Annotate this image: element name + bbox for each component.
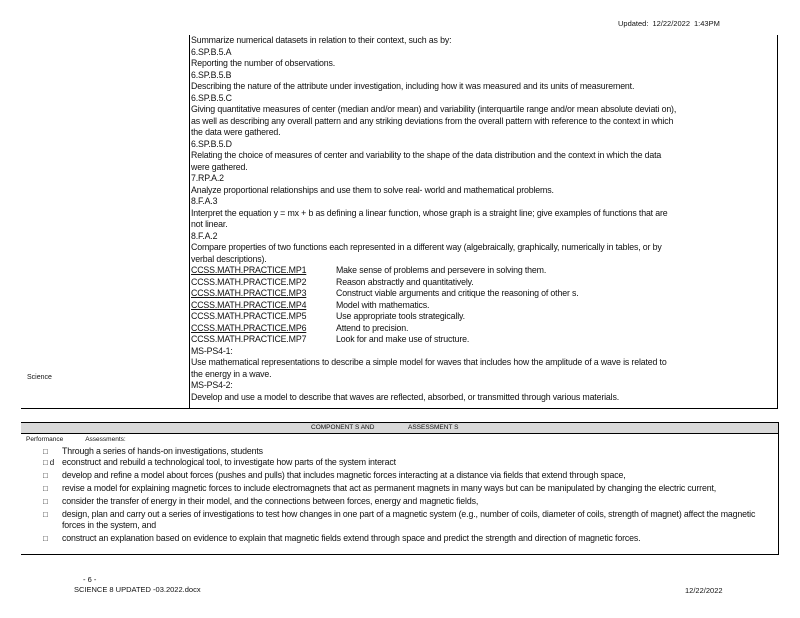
science-standard-line: MS-PS4-2: xyxy=(191,380,233,390)
standard-line: not linear. xyxy=(191,219,228,229)
practice-row xyxy=(191,288,771,300)
practice-row xyxy=(191,300,771,312)
practice-desc: Reason abstractly and quantitatively. xyxy=(336,276,474,287)
checkbox-bullet-icon: □ xyxy=(43,484,48,493)
practice-desc: Model with mathematics. xyxy=(336,299,430,310)
science-standard-line: Develop and use a model to describe that waves are reflected, absorbed, or transmitted through various materials. xyxy=(191,391,620,402)
practice-link[interactable]: CCSS.MATH.PRACTICE.MP3 xyxy=(191,288,307,298)
standard-line: 6.SP.B.5.A xyxy=(191,46,232,57)
checkbox-bullet-icon: □ xyxy=(43,447,48,456)
components-header-right: ASSESSMENT S xyxy=(408,424,459,431)
practice-code: CCSS.MATH.PRACTICE.MP2 xyxy=(191,276,307,287)
list-item-text: revise a model for explaining magnetic forces to include electromagnets that act as permanent magnets in many ways but can be manipulated by changing the electric current, xyxy=(62,483,717,493)
checkbox-bullet-icon: □ d xyxy=(43,458,55,467)
practice-code: CCSS.MATH.PRACTICE.MP7 xyxy=(191,334,307,344)
updated-date: 12/22/2022 xyxy=(652,19,690,28)
list-item-text: consider the transfer of energy in their model, and the connections between forces, energy and magnetic fields, xyxy=(62,496,479,506)
components-header xyxy=(21,423,778,434)
updated-time: 1:43PM xyxy=(694,19,720,28)
assessment-list xyxy=(21,446,778,544)
assessments-label: Assessments: xyxy=(85,436,126,443)
standard-line: 6.SP.B.5.C xyxy=(191,92,232,103)
standard-line: Reporting the number of observations. xyxy=(191,58,336,68)
standards-table xyxy=(21,35,778,409)
standard-line: Compare properties of two functions each represented in a different way (algebraically, graphically, numerically in tables, or by xyxy=(191,242,662,252)
standard-line: the data were gathered. xyxy=(191,127,281,137)
footer-date: 12/22/2022 xyxy=(685,586,723,595)
science-standard-line: Use mathematical representations to describe a simple model for waves that includes how the amplitude of a wave is related to xyxy=(191,357,667,367)
checkbox-bullet-icon: □ xyxy=(43,510,48,519)
updated-stamp xyxy=(618,19,724,28)
components-table xyxy=(21,422,779,555)
table-right-border xyxy=(777,35,778,408)
practice-row xyxy=(191,311,771,323)
list-item xyxy=(21,496,778,507)
practice-code: CCSS.MATH.PRACTICE.MP5 xyxy=(191,311,307,321)
practice-link[interactable]: CCSS.MATH.PRACTICE.MP6 xyxy=(191,322,307,333)
standards-text xyxy=(191,35,771,403)
list-item xyxy=(21,446,778,457)
list-item-text: Through a series of hands-on investigations, students xyxy=(62,446,263,456)
list-item xyxy=(21,457,778,468)
checkbox-bullet-icon: □ xyxy=(43,471,48,480)
list-item xyxy=(21,509,778,531)
standard-line: Summarize numerical datasets in relation to their context, such as by: xyxy=(191,35,452,45)
performance-assessments-label xyxy=(26,436,126,443)
practice-link[interactable]: CCSS.MATH.PRACTICE.MP1 xyxy=(191,265,307,275)
practice-desc: Use appropriate tools strategically. xyxy=(336,311,465,321)
list-item-text: develop and refine a model about forces (pushes and pulls) that includes magnetic forces interacting at a distance via fields that extend through space, xyxy=(62,470,626,480)
practice-row xyxy=(191,265,771,277)
list-item-text: design, plan and carry out a series of investigations to test how changes in one part of a magnetic system (e.g., number of coils, diameter of coils, strength of magnet) affect the magnetic forces in the system, and xyxy=(62,509,756,530)
science-standard-line: MS-PS4-1: xyxy=(191,345,233,356)
standard-line: as well as describing any overall pattern and any striking deviations from the overall pattern with reference to the context in which xyxy=(191,115,674,126)
standard-line: Giving quantitative measures of center (median and/or mean) and variability (interquartile range and/or mean absolute deviati on), xyxy=(191,104,677,114)
list-item xyxy=(21,483,778,494)
practice-link[interactable]: CCSS.MATH.PRACTICE.MP4 xyxy=(191,299,307,310)
practice-row xyxy=(191,334,771,346)
standard-line: Analyze proportional relationships and use them to solve real- world and mathematical problems. xyxy=(191,184,554,195)
page-number: - 6 - xyxy=(83,575,97,584)
performance-label: Performance xyxy=(26,436,64,443)
list-item xyxy=(21,470,778,481)
list-item xyxy=(21,533,778,544)
list-item-text: econstruct and rebuild a technological tool, to investigate how parts of the system interact xyxy=(62,457,396,467)
standard-line: Describing the nature of the attribute under investigation, including how it was measured and its units of measurement. xyxy=(191,81,635,91)
standard-line: 6.SP.B.5.D xyxy=(191,138,232,149)
list-item-text: construct an explanation based on evidence to explain that magnetic fields extend through space and predict the strength and direction of magnetic forces. xyxy=(62,533,641,543)
updated-label: Updated: xyxy=(618,19,649,28)
standard-line: Relating the choice of measures of center and variability to the shape of the data distribution and the context in which the data xyxy=(191,150,662,160)
standard-line: 8.F.A.2 xyxy=(191,230,218,241)
practice-desc: Look for and make use of structure. xyxy=(336,334,470,344)
checkbox-bullet-icon: □ xyxy=(43,497,48,506)
science-standard-line: the energy in a wave. xyxy=(191,368,272,379)
practice-desc: Attend to precision. xyxy=(336,322,409,333)
footer-filename: SCIENCE 8 UPDATED -03.2022.docx xyxy=(74,585,201,594)
standard-line: verbal descriptions). xyxy=(191,253,267,264)
practice-row xyxy=(191,277,771,289)
components-header-left: COMPONENT S AND xyxy=(311,424,375,431)
practice-desc: Construct viable arguments and critique the reasoning of other s. xyxy=(336,288,579,298)
subject-label: Science xyxy=(27,374,52,381)
column-divider xyxy=(189,35,190,408)
checkbox-bullet-icon: □ xyxy=(43,534,48,543)
standard-line: 6.SP.B.5.B xyxy=(191,69,232,80)
practice-desc: Make sense of problems and persevere in solving them. xyxy=(336,265,547,275)
standard-line: were gathered. xyxy=(191,161,248,172)
practice-row xyxy=(191,323,771,335)
standard-line: Interpret the equation y = mx + b as defining a linear function, whose graph is a straight line; give examples of functions that are xyxy=(191,207,668,218)
standard-line: 7.RP.A.2 xyxy=(191,173,224,183)
standard-line: 8.F.A.3 xyxy=(191,196,218,206)
